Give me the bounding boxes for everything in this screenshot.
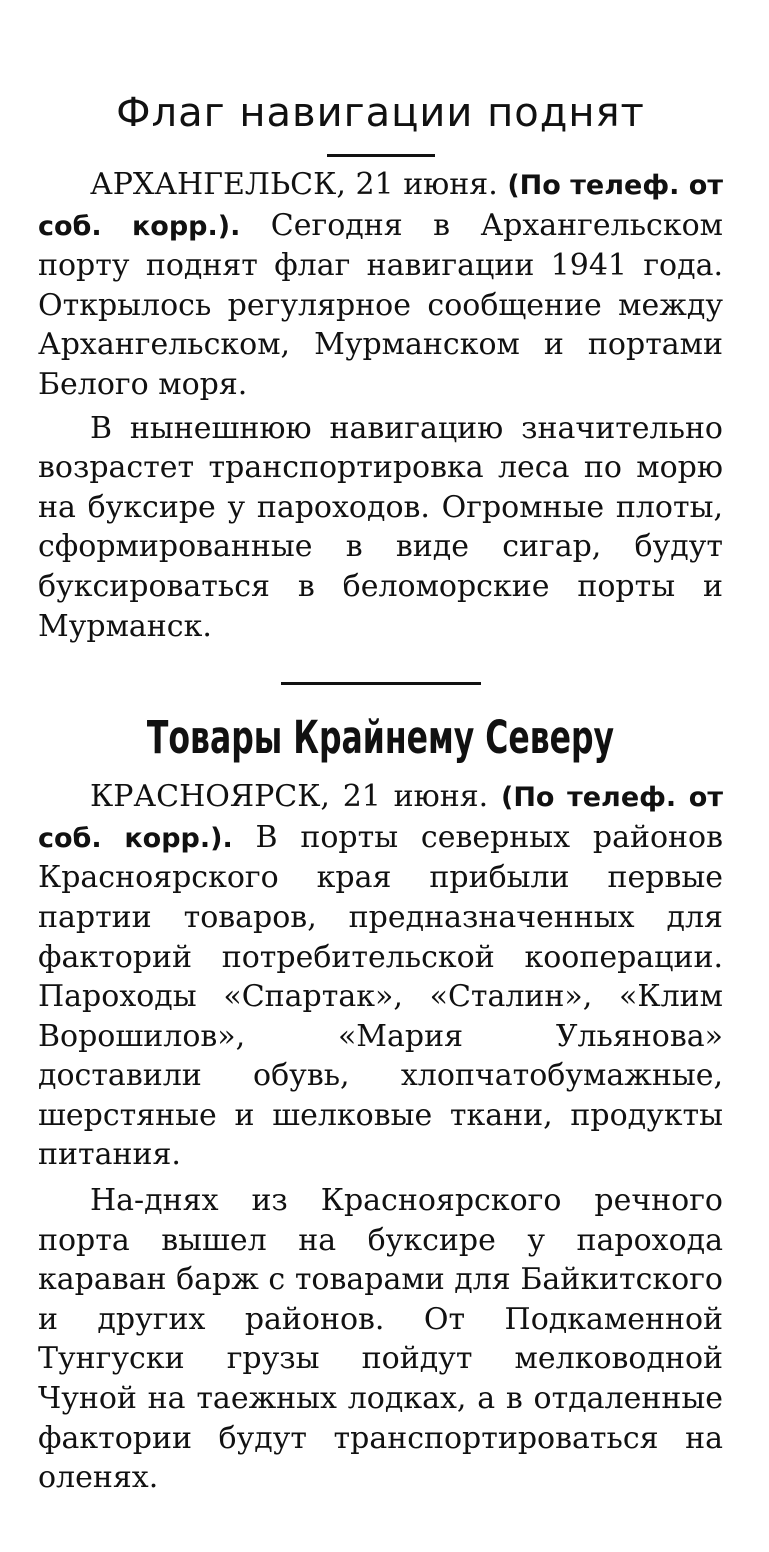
article-1-title: Флаг навигации поднят xyxy=(116,90,645,136)
article-separator-rule xyxy=(281,682,481,685)
article-2-paragraph-1 xyxy=(38,777,723,1175)
article-1-source: (По телеф. от соб. корр.). xyxy=(38,170,724,242)
article-1-paragraph-2: В нынешнюю навигацию значительно возрастет транспортировка леса по морю на буксире у пароходов. Огромные плоты, сформированные в виде сигар, будут буксироваться в беломорские порты и Мурманск. xyxy=(38,410,723,644)
article-2-title: Товары Крайнему Северу xyxy=(146,711,615,765)
title-divider-rule xyxy=(327,154,435,157)
article-2-source: (По телеф. от соб. корр.). xyxy=(38,782,724,854)
article-2-paragraph-2: На-днях из Красноярского речного порта вышел на буксире у парохода караван барж с товарами для Байкитского и других районов. От Подкаменной Тунгуски грузы пойдут мелководной Чуной на таежных лодках, а в отдаленные фактории будут транспортироваться на оленях. xyxy=(38,1183,723,1496)
article-1-body-1: Сегодня в Архангельском порту поднят флаг навигации 1941 года. Открылось регулярное сообщение между Архангельском, Мурманском и портами Белого моря. xyxy=(38,207,723,402)
article-2-dateline: КРАСНОЯРСК, 21 июня. xyxy=(90,779,501,815)
article-2-body-1: В порты северных районов Красноярского края прибыли первые партии товаров, предназначенных для факторий потребительской кооперации. Пароходы «Спартак», «Сталин», «Клим Ворошилов», «Мария Ульянова» доставили обувь, хлопчатобумажные, шерстяные и шелковые ткани, продукты питания. xyxy=(38,819,723,1173)
article-1-dateline: АРХАНГЕЛЬСК, 21 июня. xyxy=(90,167,508,202)
article-1-paragraph-1 xyxy=(38,165,723,405)
